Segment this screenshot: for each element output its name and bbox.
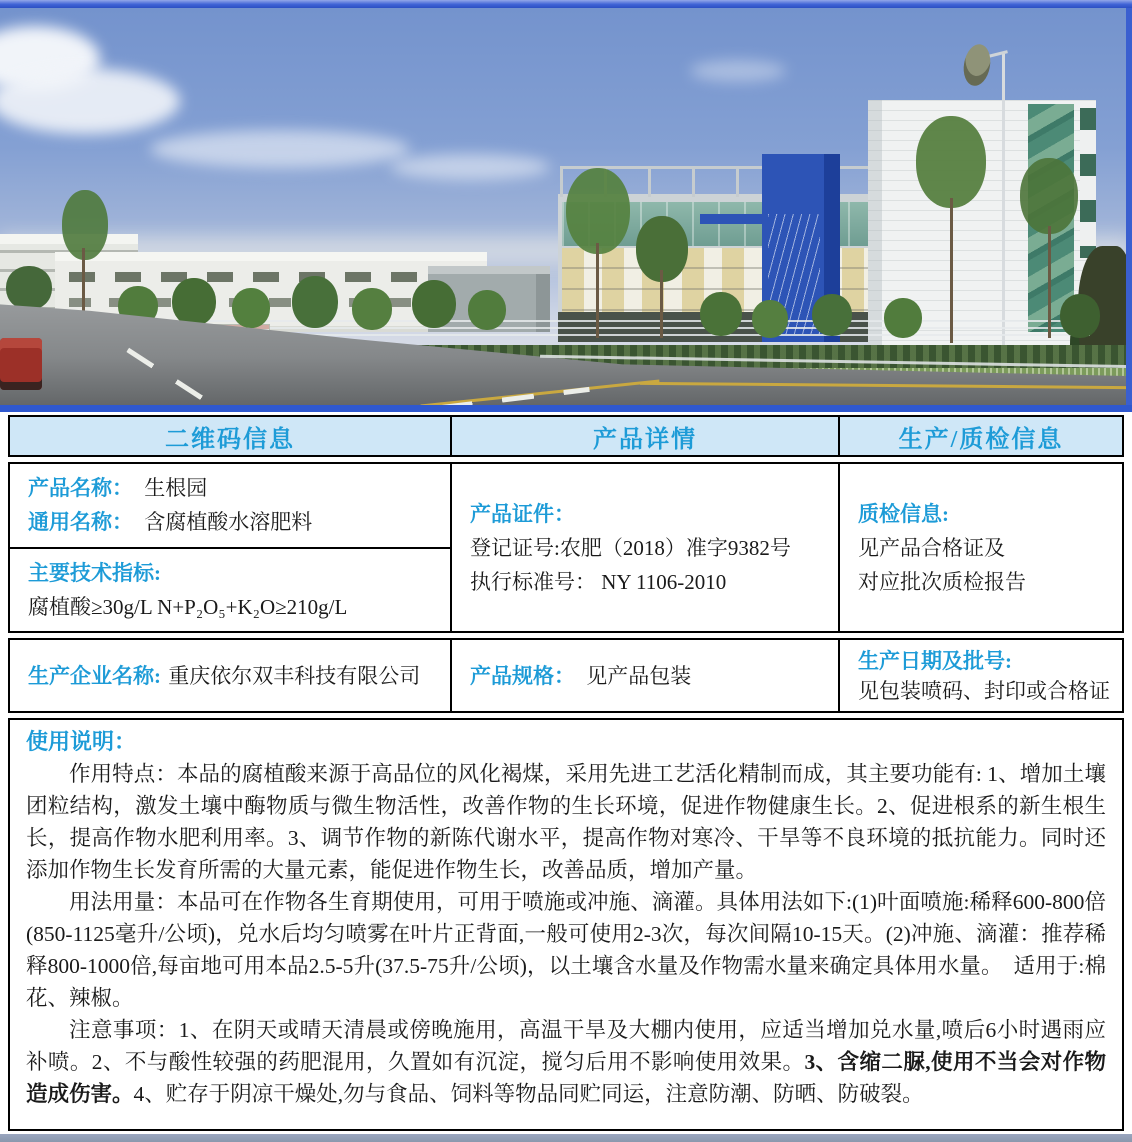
usage-paragraph-precautions xyxy=(26,1014,1106,1110)
manufacturer-cell xyxy=(10,640,450,711)
shrub xyxy=(6,266,52,310)
tree xyxy=(232,288,270,328)
usage-title: 使用说明： xyxy=(26,729,137,754)
green-window-slits xyxy=(1080,108,1096,258)
tree xyxy=(1060,294,1100,338)
tree xyxy=(352,288,392,330)
product-name-value: 生根园 xyxy=(144,476,208,500)
bottom-blue-frame-bar xyxy=(0,1134,1132,1142)
generic-name-value: 含腐植酸水溶肥料 xyxy=(144,510,313,534)
cloud xyxy=(150,130,410,168)
header-production-qc-info: 生产/质检信息 xyxy=(838,417,1122,455)
precautions-text: 注意事项：1、在阴天或晴天清晨或傍晚施用，高温干旱及大棚内使用，应适当增加兑水量,喷后6小时遇雨应补喷。2、不与酸性较强的药肥混用，久置如有沉淀，搅匀后用不影响使用效果。 xyxy=(26,1018,1106,1074)
tree xyxy=(172,278,216,326)
top-blue-frame-bar xyxy=(0,0,1132,8)
qc-info-label: 质检信息: xyxy=(858,501,949,526)
tech-spec-label: 主要技术指标: xyxy=(28,561,161,585)
table-middle-band xyxy=(8,462,1124,633)
tree xyxy=(916,116,986,208)
usage-paragraph-dosage: 用法用量：本品可在作物各生育期使用，可用于喷施或冲施、滴灌。具体用法如下:(1)叶面喷施:稀释600-800倍(850-1125毫升/公顷)，兑水后均匀喷雾在叶片正背面,一般可使用2-3次，每次间隔10-15天。(2)冲施、滴灌：推荐稀释800-1000倍,每亩地可用本品2.5-5升(37.5-75升/公顷)，以土壤含水量及作物需水量来确定具体用水量。 适用于:棉花、辣椒。 xyxy=(26,890,1106,1010)
qc-info-line2: 对应批次质检报告 xyxy=(858,569,1026,594)
manufacturer-label: 生产企业名称: xyxy=(28,663,161,688)
tree xyxy=(566,168,630,254)
blue-beam xyxy=(700,214,766,224)
product-certificates-cell xyxy=(450,464,838,631)
registration-number: 登记证号:农肥（2018）准字9382号 xyxy=(470,535,791,560)
cloud xyxy=(390,154,550,180)
product-name-label: 产品名称： xyxy=(28,476,133,500)
spec-label: 产品规格： xyxy=(470,663,575,688)
photo-bottom-blue-bar xyxy=(0,405,1132,412)
standard-number: 执行标准号： NY 1106-2010 xyxy=(470,569,727,594)
tech-spec-value: 腐植酸≥30g/L N+P₂O₅+K₂O≥210g/L xyxy=(28,595,348,619)
table-bottom-band xyxy=(8,638,1124,713)
tree xyxy=(812,294,852,336)
certificates-label: 产品证件： xyxy=(470,501,575,526)
tech-spec-subcell xyxy=(10,549,450,631)
tree xyxy=(700,292,742,336)
cloud xyxy=(0,68,180,134)
product-names-subcell xyxy=(10,464,450,549)
qc-info-cell xyxy=(838,464,1122,631)
spec-value: 见产品包装 xyxy=(586,663,692,688)
factory-photo xyxy=(0,8,1132,405)
usage-paragraph-features: 作用特点：本品的腐植酸来源于高品位的风化褐煤，采用先进工艺活化精制而成，其主要功能有: 1、增加土壤团粒结构，激发土壤中酶物质与微生物活性，改善作物的生长环境，促进作物健康生长。2、促进根系的新生根生长，提高作物水肥利用率。3、调节作物的新陈代谢水平，提高作物对寒冷、干旱等不良环境的抵抗能力。同时还添加作物生长发育所需的大量元素，能促进作物生长，改善品质，增加产量。 xyxy=(26,762,1106,882)
tree xyxy=(62,190,108,260)
header-product-details: 产品详情 xyxy=(450,417,838,455)
tree xyxy=(884,298,922,338)
generic-name-label: 通用名称： xyxy=(28,510,133,534)
names-and-tech-cell xyxy=(10,464,450,631)
red-truck xyxy=(0,338,42,390)
spec-cell xyxy=(450,640,838,711)
tree xyxy=(292,276,338,328)
precautions-warning-bold: 3、含缩二脲,使用不当会对作物造成伤害。 xyxy=(26,1050,1106,1106)
batch-cell xyxy=(838,640,1122,711)
tree xyxy=(468,290,506,330)
batch-label: 生产日期及批号: xyxy=(858,648,1012,673)
street-lamp xyxy=(1002,52,1005,348)
tree xyxy=(1020,158,1078,234)
tree xyxy=(752,300,788,338)
manufacturer-value: 重庆依尔双丰科技有限公司 xyxy=(168,663,421,688)
qc-info-line1: 见产品合格证及 xyxy=(858,535,1005,560)
tree xyxy=(412,280,456,328)
usage-instructions-box xyxy=(8,718,1124,1131)
header-qrcode-info: 二维码信息 xyxy=(165,426,295,453)
batch-value: 见包装喷码、封印或合格证 xyxy=(858,678,1110,703)
table-header-row xyxy=(8,415,1124,457)
precautions-storage: 4、贮存于阴凉干燥处,勿与食品、饲料等物品同贮同运，注意防潮、防晒、防破裂。 xyxy=(133,1082,924,1106)
cloud xyxy=(690,60,786,82)
